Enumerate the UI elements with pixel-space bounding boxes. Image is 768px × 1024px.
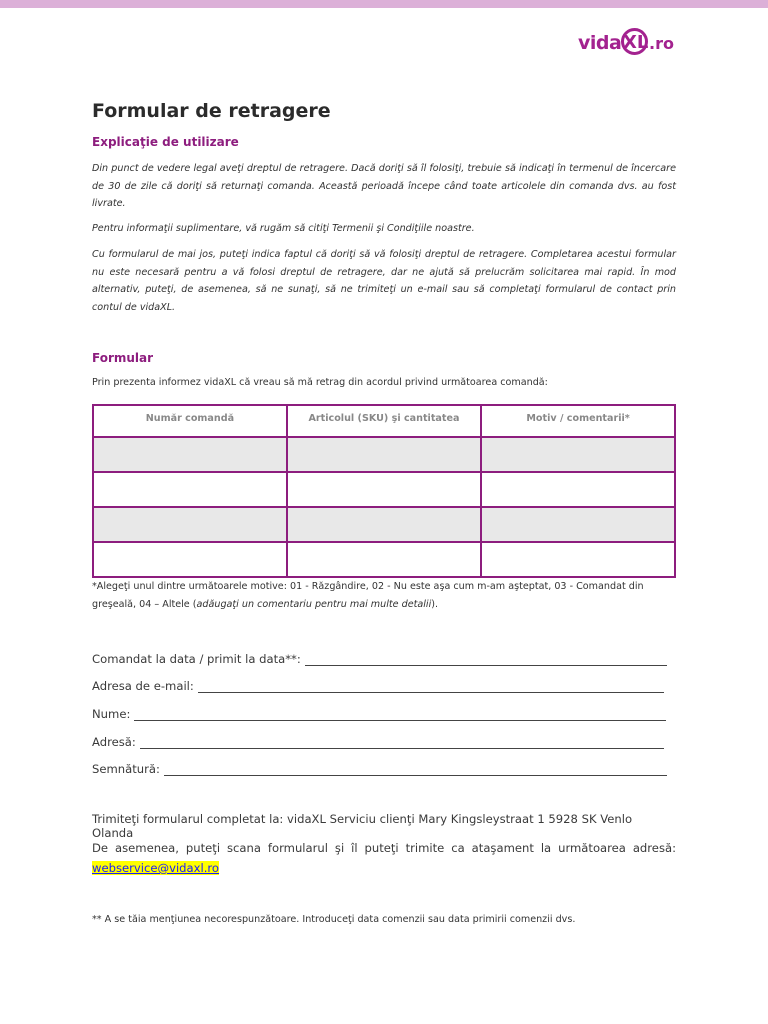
cell-sku-quantity[interactable]	[287, 472, 481, 507]
cell-reason[interactable]	[481, 437, 675, 472]
cell-sku-quantity[interactable]	[287, 542, 481, 577]
cell-sku-quantity[interactable]	[287, 437, 481, 472]
logo-text-xl: XL	[623, 32, 649, 53]
footnote: ** A se tăia menţiunea necorespunzătoare. Introduceţi data comenzii sau data primirii comenzii dvs.	[92, 914, 576, 925]
label-order-date: Comandat la data / primit la data**:	[92, 652, 301, 666]
paragraph-legal-right: Din punct de vedere legal aveţi dreptul de retragere. Dacă doriţi să îl folosiţi, trebuie să indicaţi în termenul de încercare de 30 de zile că doriţi să returnaţi comanda. Această perioadă începe când toate articolele din comanda dvs. au fost livrate.	[92, 163, 676, 209]
logo-text-ro: .ro	[649, 34, 674, 53]
cell-sku-quantity[interactable]	[287, 507, 481, 542]
scan-text: De asemenea, puteţi scana formularul şi îl puteţi trimite ca ataşament la următoarea adresă:	[92, 841, 676, 855]
field-name	[92, 703, 666, 721]
table-row	[93, 437, 675, 472]
input-order-date[interactable]	[305, 651, 667, 666]
field-signature	[92, 758, 667, 776]
form-intro-text: Prin prezenta informez vidaXL că vreau să mă retrag din acordul privind următoarea comandă:	[92, 377, 548, 388]
send-instructions: Trimiteţi formularul completat la: vidaXL Serviciu clienţi Mary Kingsleystraat 1 5928 SK Venlo Olanda	[92, 812, 633, 840]
logo-text-vida: vida	[578, 32, 622, 54]
cell-reason[interactable]	[481, 542, 675, 577]
header-reason: Motiv / comentarii*	[481, 405, 675, 437]
vidaxl-logo	[578, 26, 678, 66]
table-row	[93, 472, 675, 507]
input-name[interactable]	[134, 706, 666, 721]
label-email: Adresa de e-mail:	[92, 679, 194, 693]
section-heading-form: Formular	[92, 351, 154, 365]
top-accent-bar	[0, 0, 768, 8]
section-heading-usage: Explicaţie de utilizare	[92, 135, 239, 149]
header-sku-quantity: Articolul (SKU) şi cantitatea	[287, 405, 481, 437]
page-title: Formular de retragere	[92, 100, 331, 122]
cell-order-number[interactable]	[93, 437, 287, 472]
withdrawal-table	[92, 404, 676, 578]
input-email[interactable]	[198, 678, 664, 693]
field-email	[92, 675, 664, 693]
field-order-date	[92, 648, 667, 666]
scan-instructions	[92, 838, 676, 878]
email-link[interactable]: webservice@vidaxl.ro	[92, 861, 220, 875]
label-name: Nume:	[92, 707, 131, 721]
reasons-note-end: ).	[431, 599, 439, 610]
field-address	[92, 731, 664, 749]
table-row	[93, 507, 675, 542]
cell-reason[interactable]	[481, 472, 675, 507]
reasons-note	[92, 578, 676, 614]
paragraph-form-usage: Cu formularul de mai jos, puteţi indica faptul că doriţi să vă folosiţi dreptul de retragere. Completarea acestui formular nu este necesară pentru a vă folosi dreptul de retragere, dar ne ajută să prelucrăm solicitarea mai rapid. În mod alternativ, puteţi, de asemenea, să ne sunaţi, să ne trimiteţi un e-mail sau să completaţi formularul de contact prin contul de vidaXL.	[92, 249, 676, 313]
table-row	[93, 542, 675, 577]
input-address[interactable]	[140, 734, 664, 749]
label-address: Adresă:	[92, 735, 136, 749]
label-signature: Semnătură:	[92, 762, 160, 776]
cell-order-number[interactable]	[93, 507, 287, 542]
table-header-row	[93, 405, 675, 437]
paragraph-more-info: Pentru informaţii suplimentare, vă rugăm să citiţi Termenii şi Condiţiile noastre.	[92, 223, 475, 234]
cell-order-number[interactable]	[93, 542, 287, 577]
input-signature[interactable]	[164, 761, 667, 776]
header-order-number: Număr comandă	[93, 405, 287, 437]
cell-order-number[interactable]	[93, 472, 287, 507]
reasons-note-main: *Alegeţi unul dintre următoarele motive: 01 - Răzgândire, 02 - Nu este aşa cum m-am aşteptat, 03 - Comandat din greşeală, 04 – Altele (	[92, 581, 644, 610]
cell-reason[interactable]	[481, 507, 675, 542]
reasons-note-italic: adăugaţi un comentariu pentru mai multe detalii	[196, 599, 432, 610]
